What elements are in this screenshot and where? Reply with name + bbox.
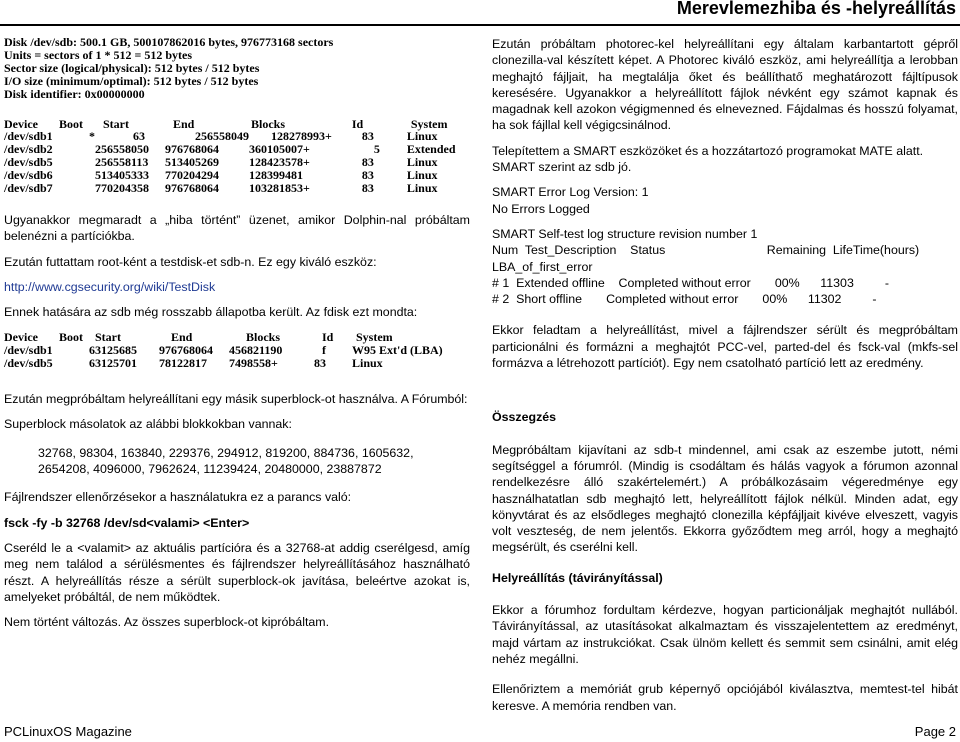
- cell: 513405269: [165, 155, 219, 170]
- cell: 7498558+: [229, 356, 278, 371]
- cell: 256558113: [95, 155, 149, 170]
- footer-magazine-name: PCLinuxOS Magazine: [4, 724, 132, 739]
- col-header: Id: [351, 116, 364, 131]
- cell: Linux: [406, 155, 438, 170]
- cell: 5: [373, 142, 380, 157]
- table-row: [4, 143, 460, 156]
- col-header: System: [410, 116, 448, 131]
- smart-header-part: Remaining LifeTime(hours): [766, 243, 920, 258]
- smart-error-line: No Errors Logged: [492, 201, 590, 216]
- cell: 976768064: [159, 343, 213, 358]
- footer-page-number: Page 2: [914, 724, 956, 739]
- fsck-command: fsck -fy -b 32768 /dev/sd<valami> <Enter>: [4, 515, 250, 530]
- col-header: Blocks: [251, 116, 286, 131]
- cell: Linux: [406, 168, 438, 183]
- paragraph: Megpróbáltam kijavítani az sdb-t mindennel, ami csak az eszembe jutott, némi segítséggel a fórumról. (Mindig is csodáltam és hálás vagyok a fórumon azonnal rendelkezésre álló szakértelemért.) A próbálkozásaim végeredménye egy használhatatlan sdb meghajtó lett, helyreállított fájlok nélkül. Minden adat, egy könyvtárat és az elsődleges meghajtó clonezilla képfájljait kivéve elveszett, vagyis volt veszteség, de nem jelentős. Ekkorra győződtem meg arról, hogy a meghajtó megsérült, és cserélni kell.: [492, 442, 958, 555]
- table-row: [4, 357, 466, 370]
- paragraph: Ezután megpróbáltam helyreállítani egy másik superblock-ot használva. A Fórumból:: [4, 392, 468, 407]
- cell: 128278993+: [271, 129, 332, 144]
- header-rule: [0, 24, 960, 26]
- cell: 513405333: [95, 168, 149, 183]
- smart-row: # 2 Short offline Completed without error 00% 11302 -: [492, 292, 877, 307]
- smart-selftest-line: SMART Self-test log structure revision number 1: [492, 226, 758, 241]
- paragraph: Ennek hatására az sdb még rosszabb állapotba került. Az fdisk ezt mondta:: [4, 305, 418, 320]
- cell: [59, 182, 95, 195]
- cell: [59, 357, 89, 370]
- cell: 976768064: [165, 181, 219, 196]
- cell: 256558050: [95, 142, 149, 157]
- paragraph: Ugyanakkor megmaradt a „hiba történt” üzenet, amikor Dolphin-nal próbáltam belenézni a partíciókba.: [4, 212, 470, 244]
- col-header: End: [173, 116, 195, 131]
- col-header: Start: [95, 330, 121, 345]
- paragraph: Ezután futtattam root-ként a testdisk-et sdb-n. Ez egy kiváló eszköz:: [4, 254, 377, 269]
- cell: 83: [361, 168, 374, 183]
- cell: 360105007+: [249, 142, 310, 157]
- cell: /dev/sdb7: [4, 181, 53, 196]
- smart-header-line: [492, 242, 958, 258]
- smart-header-line: LBA_of_first_error: [492, 259, 593, 274]
- paragraph: Fájlrendszer ellenőrzésekor a használatukra ez a parancs való:: [4, 490, 352, 505]
- cell: /dev/sdb6: [4, 168, 53, 183]
- col-header: Start: [103, 116, 129, 131]
- cell: 83: [361, 155, 374, 170]
- cell: [59, 156, 95, 169]
- testdisk-link[interactable]: http://www.cgsecurity.org/wiki/TestDisk: [4, 279, 216, 294]
- cell: /dev/sdb1: [4, 129, 53, 144]
- disk-info-line: Disk identifier: 0x00000000: [4, 86, 145, 101]
- col-header: End: [171, 330, 193, 345]
- smart-header-part: Num Test_Description Status: [492, 243, 666, 258]
- paragraph: Ekkor a fórumhoz fordultam kérdezve, hogyan particionáljak meghajtót nullából. Távirányítással, az utasításokat alkalmaztam és visszajelentettem az eredményt, majd vártam az instrukciókat. Csak ülnöm kellett és semmit sem csinálni, amit elég nehéz megállni.: [492, 603, 958, 666]
- cell: /dev/sdb5: [4, 155, 53, 170]
- cell: f: [322, 343, 326, 358]
- section-heading-remote: Helyreállítás (távirányítással): [492, 570, 663, 585]
- cell: 63125685: [89, 343, 137, 358]
- col-header: Device: [4, 330, 38, 345]
- disk-info-line: Sector size (logical/physical): 512 bytes / 512 bytes: [4, 60, 260, 75]
- cell: Linux: [406, 181, 438, 196]
- col-header: System: [356, 330, 393, 345]
- cell: Linux: [406, 129, 438, 144]
- cell: /dev/sdb1: [4, 343, 53, 358]
- smart-error-line: SMART Error Log Version: 1: [492, 185, 649, 200]
- cell: 456821190: [229, 343, 283, 358]
- col-header: Boot: [59, 330, 83, 345]
- cell: 103281853+: [249, 181, 310, 196]
- cell: /dev/sdb2: [4, 142, 53, 157]
- disk-info-block: [4, 36, 470, 101]
- block-list-line: 32768, 98304, 163840, 229376, 294912, 819200, 884736, 1605632,: [38, 445, 414, 460]
- cell: 83: [314, 356, 326, 371]
- cell: 976768064: [165, 142, 219, 157]
- disk-info-line: Disk /dev/sdb: 500.1 GB, 500107862016 bytes, 976773168 sectors: [4, 35, 334, 49]
- cell: 83: [361, 129, 374, 144]
- table-row: [4, 169, 460, 182]
- paragraph: Ellenőriztem a memóriát grub képernyő opciójából kiválasztva, memtest-tel hibát keresve. A memória rendben van.: [492, 682, 958, 713]
- partition-table-1: [4, 118, 460, 195]
- cell: 63125701: [89, 356, 137, 371]
- paragraph: Telepítettem a SMART eszközöket és a hozzátartozó programokat MATE alatt. SMART szerint az sdb jó.: [492, 143, 924, 175]
- cell: /dev/sdb5: [4, 356, 53, 371]
- smart-row: # 1 Extended offline Completed without error 00% 11303 -: [492, 275, 889, 290]
- paragraph: Superblock másolatok az alábbi blokkokban vannak:: [4, 417, 292, 432]
- table-row: [4, 156, 460, 169]
- paragraph: Ekkor feladtam a helyreállítást, mivel a fájlrendszer sérült és megpróbáltam particionálni és formázni a meghajtót PCC-vel, parted-del és fsck-val (mkfs-sel formázva a létrehozott partíciót). Egy nem csatolható partíció lett az eredmény.: [492, 323, 958, 371]
- col-header: Blocks: [246, 330, 281, 345]
- cell: 128399481: [249, 168, 303, 183]
- paragraph: Cseréld le a <valamit> az aktuális partícióra és a 32768-at addig cserélgesd, amíg meg nem találod a sérülésmentes és fájlrendszer helyreállításához használható részt. A helyreállítás része a sérült superblock-ok javítása, beleértve azokat is, amelyeket próbáltál, de nem működtek.: [4, 540, 470, 604]
- block-list-line: 2654208, 4096000, 7962624, 11239424, 20480000, 23887872: [38, 462, 382, 477]
- cell: 770204294: [165, 168, 219, 183]
- col-header: Id: [322, 330, 334, 345]
- paragraph: Nem történt változás. Az összes superblock-ot kipróbáltam.: [4, 615, 330, 630]
- partition-table-2: [4, 331, 466, 370]
- right-column: [492, 36, 958, 714]
- cell: *: [89, 129, 95, 144]
- disk-info-line: Units = sectors of 1 * 512 = 512 bytes: [4, 47, 192, 62]
- cell: 78122817: [159, 356, 207, 371]
- col-header: Boot: [59, 116, 83, 131]
- cell: 770204358: [95, 181, 149, 196]
- cell: 63: [133, 129, 145, 144]
- col-header: Device: [4, 116, 38, 131]
- cell: [59, 344, 89, 357]
- page-header-title: Merevlemezhiba és -helyreállítás: [676, 0, 956, 18]
- cell: Linux: [352, 356, 383, 371]
- section-heading-summary: Összegzés: [492, 410, 557, 425]
- cell: W95 Ext'd (LBA): [352, 343, 443, 358]
- table-row: [4, 130, 460, 143]
- cell: 256558049: [195, 129, 249, 144]
- disk-info-line: I/O size (minimum/optimal): 512 bytes / 512 bytes: [4, 73, 259, 88]
- cell: [59, 143, 95, 156]
- cell: 128423578+: [249, 155, 310, 170]
- cell: 83: [361, 181, 374, 196]
- table-row: [4, 182, 460, 195]
- left-column: [4, 36, 470, 630]
- cell: [59, 169, 95, 182]
- cell: Extended: [406, 142, 456, 157]
- paragraph: Ezután próbáltam photorec-kel helyreállítani egy általam karbantartott gépről clonezilla-val készített képet. A Photorec kiváló eszköz, ami helyreállítja a lerobban meghajtó fájljait, ha megtalálja őket és beállíthatő meghatározott fájltípusok keresésére. Ugyanakkor a helyreállított fájlok névként egy számot kapnak és magadnak kell azokon végigmenned és elnevezned. Fájdalmas és hosszú folyamat, ha sok fájllal kell végigcsinálnod.: [492, 37, 958, 133]
